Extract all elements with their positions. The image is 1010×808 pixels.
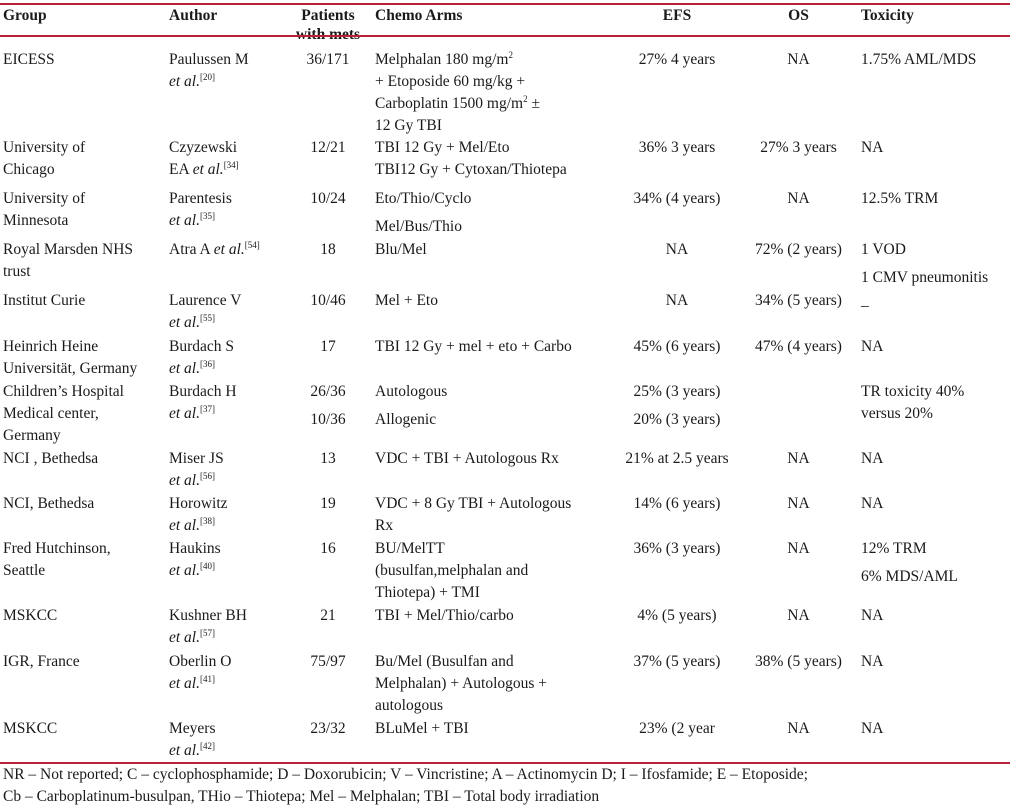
patients-cell: 10/46 xyxy=(310,292,346,309)
chemo-cell: Autologous Allogenic xyxy=(375,383,448,428)
toxicity-cell: NA xyxy=(861,139,884,156)
patients-cell: 12/21 xyxy=(310,139,346,156)
chemo-cell: TBI + Mel/Thio/carbo xyxy=(375,607,514,624)
toxicity-cell: _ xyxy=(861,292,869,309)
header-author: Author xyxy=(169,7,218,24)
os-cell: NA xyxy=(787,540,810,557)
toxicity-cell: NA xyxy=(861,653,884,670)
author-cell: Laurence V et al.[55] xyxy=(169,292,242,331)
group-cell: Fred Hutchinson, Seattle xyxy=(3,540,111,579)
os-cell: 47% (4 years) xyxy=(755,338,842,355)
efs-cell: 37% (5 years) xyxy=(633,653,721,670)
efs-cell: 23% (2 year xyxy=(639,720,715,737)
group-cell: Heinrich Heine Universität, Germany xyxy=(3,338,138,377)
group-cell: Royal Marsden NHS trust xyxy=(3,241,134,280)
header-group: Group xyxy=(3,7,47,24)
chemo-cell: BU/MelTT (busulfan,melphalan and Thiotepa) + TMI xyxy=(375,540,529,601)
reference: [55] xyxy=(200,313,215,323)
patients-cell: 26/36 10/36 xyxy=(310,383,346,428)
reference: [20] xyxy=(200,72,215,82)
author-cell: Miser JS et al.[56] xyxy=(169,450,224,489)
os-cell: NA xyxy=(787,190,810,207)
author-cell: Atra A et al.[54] xyxy=(169,240,260,258)
efs-cell: 36% (3 years) xyxy=(633,540,721,557)
patients-cell: 16 xyxy=(320,540,336,557)
author-cell: Kushner BH et al.[57] xyxy=(169,607,247,646)
group-cell: MSKCC xyxy=(3,607,58,624)
patients-cell: 10/24 xyxy=(310,190,346,207)
efs-cell: 34% (4 years) xyxy=(633,190,721,207)
group-cell: EICESS xyxy=(3,51,55,68)
efs-cell: NA xyxy=(665,292,689,309)
chemo-cell: BLuMel + TBI xyxy=(375,720,469,737)
reference: [38] xyxy=(200,516,215,526)
chemo-cell: TBI 12 Gy + Mel/Eto TBI12 Gy + Cytoxan/Thiotepa xyxy=(375,139,567,178)
header-chemo: Chemo Arms xyxy=(375,7,463,24)
author-cell: Haukins et al.[40] xyxy=(169,540,221,579)
reference: [37] xyxy=(200,404,215,414)
toxicity-cell: 12% TRM 6% MDS/AML xyxy=(861,540,958,585)
reference: [36] xyxy=(200,359,215,369)
patients-cell: 21 xyxy=(320,607,336,624)
toxicity-cell: 1 VOD 1 CMV pneumonitis xyxy=(861,241,989,286)
chemo-cell: Eto/Thio/Cyclo Mel/Bus/Thio xyxy=(375,190,472,235)
toxicity-cell: NA xyxy=(861,495,884,512)
toxicity-cell: 12.5% TRM xyxy=(861,190,939,207)
toxicity-cell: NA xyxy=(861,720,884,737)
reference: [35] xyxy=(200,211,215,221)
reference: [57] xyxy=(200,628,215,638)
toxicity-cell: 1.75% AML/MDS xyxy=(861,51,977,68)
group-cell: Institut Curie xyxy=(3,292,86,309)
toxicity-cell: NA xyxy=(861,450,884,467)
group-cell: MSKCC xyxy=(3,720,58,737)
os-cell: NA xyxy=(787,51,810,68)
header-os: OS xyxy=(788,7,809,24)
group-cell: NCI, Bethedsa xyxy=(3,495,95,512)
table-top-rule xyxy=(0,3,1010,5)
author-cell: Burdach H et al.[37] xyxy=(169,383,237,422)
efs-cell: 36% 3 years xyxy=(638,139,716,156)
author-cell: Meyers et al.[42] xyxy=(169,720,216,759)
author-cell: Paulussen M et al.[20] xyxy=(169,51,249,90)
reference: [34] xyxy=(223,160,239,170)
header-patients-line1: Patients xyxy=(301,7,355,24)
efs-cell: 4% (5 years) xyxy=(637,607,717,624)
os-cell: 27% 3 years xyxy=(760,139,837,156)
group-cell: NCI , Bethedsa xyxy=(3,450,99,467)
author-cell: Burdach S et al.[36] xyxy=(169,338,235,377)
chemo-cell: VDC + 8 Gy TBI + Autologous Rx xyxy=(375,495,572,534)
patients-cell: 75/97 xyxy=(310,653,346,670)
reference: [54] xyxy=(244,240,260,250)
reference: [42] xyxy=(200,741,215,751)
os-cell: NA xyxy=(787,495,810,512)
os-cell: 38% (5 years) xyxy=(755,653,842,670)
efs-cell: 21% at 2.5 years xyxy=(625,450,729,467)
patients-cell: 19 xyxy=(320,495,336,512)
patients-cell: 23/32 xyxy=(310,720,346,737)
group-cell: University of Chicago xyxy=(3,139,86,178)
header-patients xyxy=(286,6,370,44)
group-cell: IGR, France xyxy=(3,653,80,670)
patients-cell: 18 xyxy=(320,241,336,258)
reference: [56] xyxy=(200,471,215,481)
author-cell: Parentesis et al.[35] xyxy=(169,190,232,229)
os-cell: 34% (5 years) xyxy=(755,292,842,309)
group-cell: University of Minnesota xyxy=(3,190,86,229)
patients-cell: 36/171 xyxy=(306,51,350,68)
chemo-cell: VDC + TBI + Autologous Rx xyxy=(375,450,559,467)
os-cell: NA xyxy=(787,607,810,624)
os-cell: 72% (2 years) xyxy=(755,241,842,258)
chemo-cell: TBI 12 Gy + mel + eto + Carbo xyxy=(375,338,572,355)
header-efs: EFS xyxy=(662,7,692,24)
reference: [41] xyxy=(200,674,215,684)
header-toxicity: Toxicity xyxy=(861,7,914,24)
efs-cell: 27% 4 years xyxy=(638,51,716,68)
os-cell: NA xyxy=(787,720,810,737)
header-rule xyxy=(0,35,1010,37)
footnote-line-1: NR – Not reported; C – cyclophosphamide; D – Doxorubicin; V – Vincristine; A – Actinomycin D; I – Ifosfamide; E – Etoposide; xyxy=(3,766,808,783)
os-cell: NA xyxy=(787,450,810,467)
reference: [40] xyxy=(200,561,215,571)
chemo-cell: Bu/Mel (Busulfan and Melphalan) + Autologous + autologous xyxy=(375,653,548,714)
efs-cell: NA xyxy=(665,241,689,258)
patients-cell: 17 xyxy=(320,338,336,355)
author-cell: Oberlin O et al.[41] xyxy=(169,653,232,692)
toxicity-cell: TR toxicity 40% versus 20% xyxy=(861,383,965,422)
efs-cell: 45% (6 years) xyxy=(633,338,721,355)
efs-cell: 25% (3 years) 20% (3 years) xyxy=(633,383,721,428)
author-cell: Czyzewski EA et al.[34] xyxy=(169,139,239,178)
footnote-line-2: Cb – Carboplatinum-busulpan, THio – Thiotepa; Mel – Melphalan; TBI – Total body irradiation xyxy=(3,788,600,805)
efs-cell: 14% (6 years) xyxy=(633,495,721,512)
toxicity-cell: NA xyxy=(861,607,884,624)
group-cell: Children’s Hospital Medical center, Germany xyxy=(3,383,124,444)
chemo-cell: Melphalan 180 $mg/m^2$ + Etoposide 60 mg/kg + Carboplatin 1500 $mg/m^2$ ± 12 Gy TBI xyxy=(375,50,540,134)
toxicity-cell: NA xyxy=(861,338,884,355)
chemo-cell: Mel + Eto xyxy=(375,292,438,309)
patients-cell: 13 xyxy=(320,450,336,467)
chemo-cell: Blu/Mel xyxy=(375,241,427,258)
author-cell: Horowitz et al.[38] xyxy=(169,495,228,534)
